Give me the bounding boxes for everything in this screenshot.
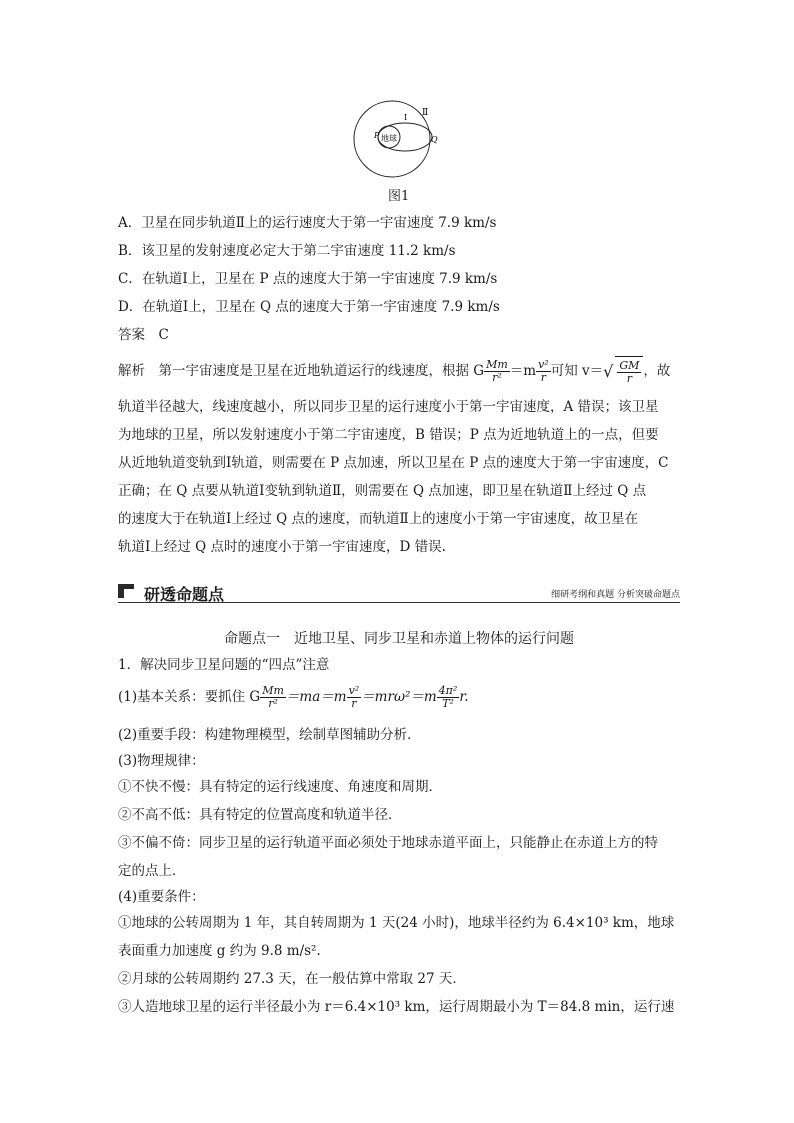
analysis-line-2: 轨道半径越大，线速度越小，所以同步卫星的运行速度小于第一宇宙速度，A 错误；该卫星	[118, 399, 659, 415]
option-b: B．该卫星的发射速度必定大于第二宇宙速度 11.2 km/s	[118, 243, 456, 259]
frac-den: r	[351, 697, 357, 710]
fraction-v2-r	[536, 359, 551, 384]
analysis-line-5: 正确；在 Q 点要从轨道Ⅰ变轨到轨道Ⅱ，则需要在 Q 点加速，即卫星在轨道Ⅱ上经过 Q 点	[118, 483, 647, 499]
eq-end: r.	[459, 689, 469, 705]
eq-know: 可知 v＝	[550, 363, 604, 379]
conditions: (4)重要条件：	[118, 889, 205, 905]
option-d: D．在轨道Ⅰ上，卫星在 Q 点的速度大于第一宇宙速度 7.9 km/s	[118, 299, 500, 315]
frac-den: r²	[492, 371, 502, 384]
frac-den: T²	[442, 697, 454, 710]
eq-1: ＝ma＝m	[285, 689, 347, 705]
section-subtitle: 细研考纲和真题 分析突破命题点	[551, 590, 680, 600]
eq-end: ，故	[643, 363, 671, 379]
figure-caption: 图1	[388, 189, 410, 204]
analysis-line-1	[118, 356, 670, 387]
means: (2)重要手段：构建物理模型，绘制草图辅助分析．	[118, 727, 421, 743]
fraction-mm-r2	[484, 359, 510, 384]
frac-num: Mm	[262, 684, 284, 697]
frac-num: v²	[538, 358, 549, 371]
label-orbit-2: Ⅱ	[422, 108, 429, 118]
section-title: 研透命题点	[144, 585, 225, 604]
frac-den: r	[540, 371, 547, 384]
frac-num: v²	[348, 684, 360, 697]
sqrt-body	[615, 356, 643, 387]
frac-den: r	[626, 372, 632, 385]
label-p: P	[374, 131, 380, 140]
fraction-v2-r	[347, 685, 362, 710]
eq-2: ＝mrω²＝m	[361, 689, 437, 705]
sqrt-icon: √	[603, 361, 614, 381]
section-icon	[118, 584, 134, 598]
fraction-gm-r	[617, 360, 641, 385]
law: (3)物理规律：	[118, 753, 205, 769]
analysis-line-6: 的速度大于在轨道Ⅰ上经过 Q 点的速度，而轨道Ⅱ上的速度小于第一宇宙速度，故卫星在	[118, 511, 639, 527]
frac-den: r²	[268, 697, 278, 710]
point-1: 1．解决同步卫星问题的“四点”注意	[118, 657, 330, 673]
option-a: A．卫星在同步轨道Ⅱ上的运行速度大于第一宇宙速度 7.9 km/s	[118, 215, 497, 231]
analysis-line-3: 为地球的卫星，所以发射速度小于第二宇宙速度，B 错误；P 点为近地轨道上的一点，但要	[118, 427, 659, 443]
law-1: ①不快不慢：具有特定的运行线速度、角速度和周期．	[118, 779, 442, 795]
label-q: Q	[431, 135, 438, 144]
eq-mid: ＝m	[509, 363, 537, 379]
label-orbit-1: Ⅰ	[404, 113, 408, 122]
orbit-diagram	[345, 95, 445, 180]
answer: 答案 C	[118, 327, 169, 343]
cond-1a: ①地球的公转周期为 1 年，其自转周期为 1 天(24 小时)，地球半径约为 6.4×10³ km，地球	[118, 915, 675, 931]
fraction-mm-r2	[260, 685, 286, 710]
cond-1b: 表面重力加速度 g 约为 9.8 m/s².	[118, 943, 321, 959]
option-c: C．在轨道Ⅰ上，卫星在 P 点的速度大于第一宇宙速度 7.9 km/s	[118, 271, 498, 287]
analysis-line-4: 从近地轨道变轨到Ⅰ轨道，则需要在 P 点加速，所以卫星在 P 点的速度大于第一宇宙速度，C	[118, 455, 669, 471]
frac-num: Mm	[486, 358, 508, 371]
frac-num: 4π²	[438, 684, 458, 697]
basic-relation	[118, 682, 469, 712]
section-header	[118, 582, 680, 603]
label-earth: 地球	[381, 134, 397, 143]
basic-lead: (1)基本关系：要抓住 G	[118, 689, 261, 705]
law-3b: 定的点上．	[118, 863, 186, 879]
cond-3: ③人造地球卫星的运行半径最小为 r＝6.4×10³ km，运行周期最小为 T＝84.8 min，运行速	[118, 999, 675, 1015]
fraction-4pi2-t2	[437, 685, 460, 710]
law-3a: ③不偏不倚：同步卫星的运行轨道平面必须处于地球赤道平面上，只能静止在赤道上方的特	[118, 835, 658, 851]
law-2: ②不高不低：具有特定的位置高度和轨道半径．	[118, 807, 402, 823]
analysis-lead: 解析 第一宇宙速度是卫星在近地轨道运行的线速度，根据 G	[118, 363, 485, 379]
topic-title: 命题点一 近地卫星、同步卫星和赤道上物体的运行问题	[224, 631, 574, 647]
analysis-line-7: 轨道Ⅰ上经过 Q 点时的速度小于第一宇宙速度，D 错误.	[118, 539, 446, 555]
frac-num: GM	[619, 359, 640, 372]
cond-2: ②月球的公转周期约 27.3 天，在一般估算中常取 27 天．	[118, 971, 466, 987]
